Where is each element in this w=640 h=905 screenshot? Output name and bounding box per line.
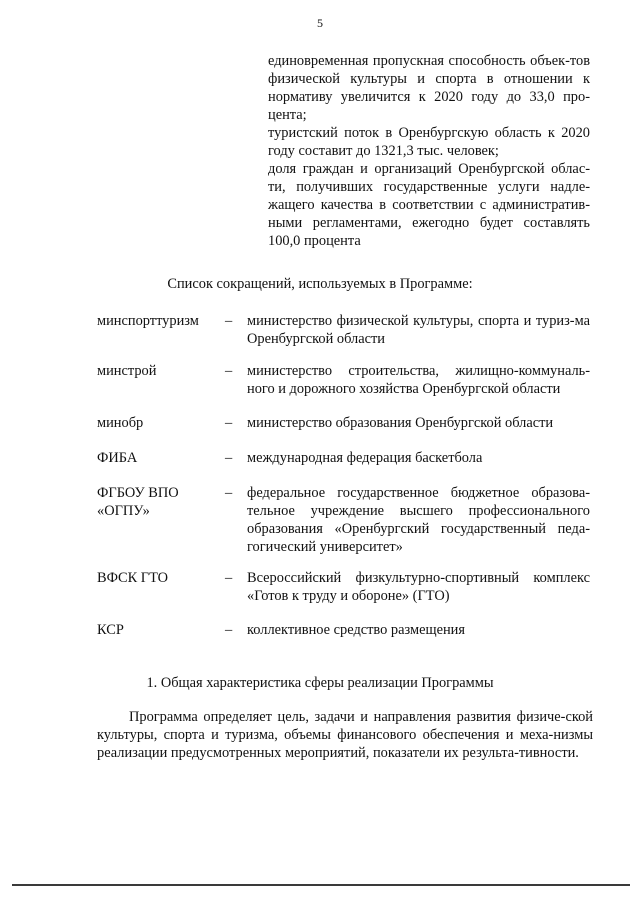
abbreviation-term: минстрой	[97, 363, 157, 379]
abbreviation-definition: министерство строительства, жилищно-коммуналь-ного и дорожного хозяйства Оренбургской области	[247, 363, 590, 397]
abbreviation-definition: министерство физической культуры, спорта и туриз-ма Оренбургской области	[247, 313, 590, 347]
indicator-capacity: единовременная пропускная способность объек-тов физической культуры и спорта в отношении к нормативу увеличится к 2020 году до 33,0 про-цента;	[268, 53, 590, 123]
indicator-tourist-flow: туристский поток в Оренбургскую область к 2020 году составит до 1321,3 тыс. человек;	[268, 125, 590, 159]
abbreviation-definition: министерство образования Оренбургской области	[247, 415, 554, 431]
abbreviation-dash: –	[225, 622, 233, 638]
abbreviation-term: ФГБОУ ВПО «ОГПУ»	[97, 485, 179, 519]
bottom-divider	[12, 884, 630, 886]
abbreviation-term: минспорттуризм	[97, 313, 199, 329]
indicator-public-services: доля граждан и организаций Оренбургской облас-ти, получивших государственные услуги надле-жащего качества в соответствии с административ-ными регламентами, ежегодно будет составлять 100,0 процента	[268, 161, 590, 249]
section-title: 1. Общая характеристика сферы реализации Программы	[146, 675, 494, 691]
abbreviation-definition: международная федерация баскетбола	[247, 450, 483, 466]
abbreviation-term: КСР	[97, 622, 124, 638]
abbreviation-dash: –	[225, 363, 233, 379]
abbreviation-term: ВФСК ГТО	[97, 570, 169, 586]
abbreviation-term: ФИБА	[97, 450, 138, 466]
abbreviation-term: минобр	[97, 415, 144, 431]
abbreviation-dash: –	[225, 313, 233, 329]
abbreviation-dash: –	[225, 450, 233, 466]
section-paragraph: Программа определяет цель, задачи и направления развития физиче-ской культуры, спорта и туризма, объемы финансового обеспечения и меха-низмы реализации предусмотренных мероприятий, показатели их результа-тивности.	[97, 709, 593, 761]
page-number: 5	[317, 16, 323, 30]
expected-results-list	[268, 52, 590, 250]
abbreviation-definition: Всероссийский физкультурно-спортивный комплекс «Готов к труду и обороне» (ГТО)	[247, 570, 590, 604]
abbreviation-dash: –	[225, 485, 233, 501]
abbreviation-definition: коллективное средство размещения	[247, 622, 465, 638]
abbreviation-dash: –	[225, 570, 233, 586]
abbreviation-definition: федеральное государственное бюджетное образова-тельное учреждение высшего профессионального образования «Оренбургский государственный педа-гогический университет»	[247, 485, 590, 555]
abbreviations-heading: Список сокращений, используемых в Программе:	[167, 276, 473, 292]
abbreviation-dash: –	[225, 415, 233, 431]
